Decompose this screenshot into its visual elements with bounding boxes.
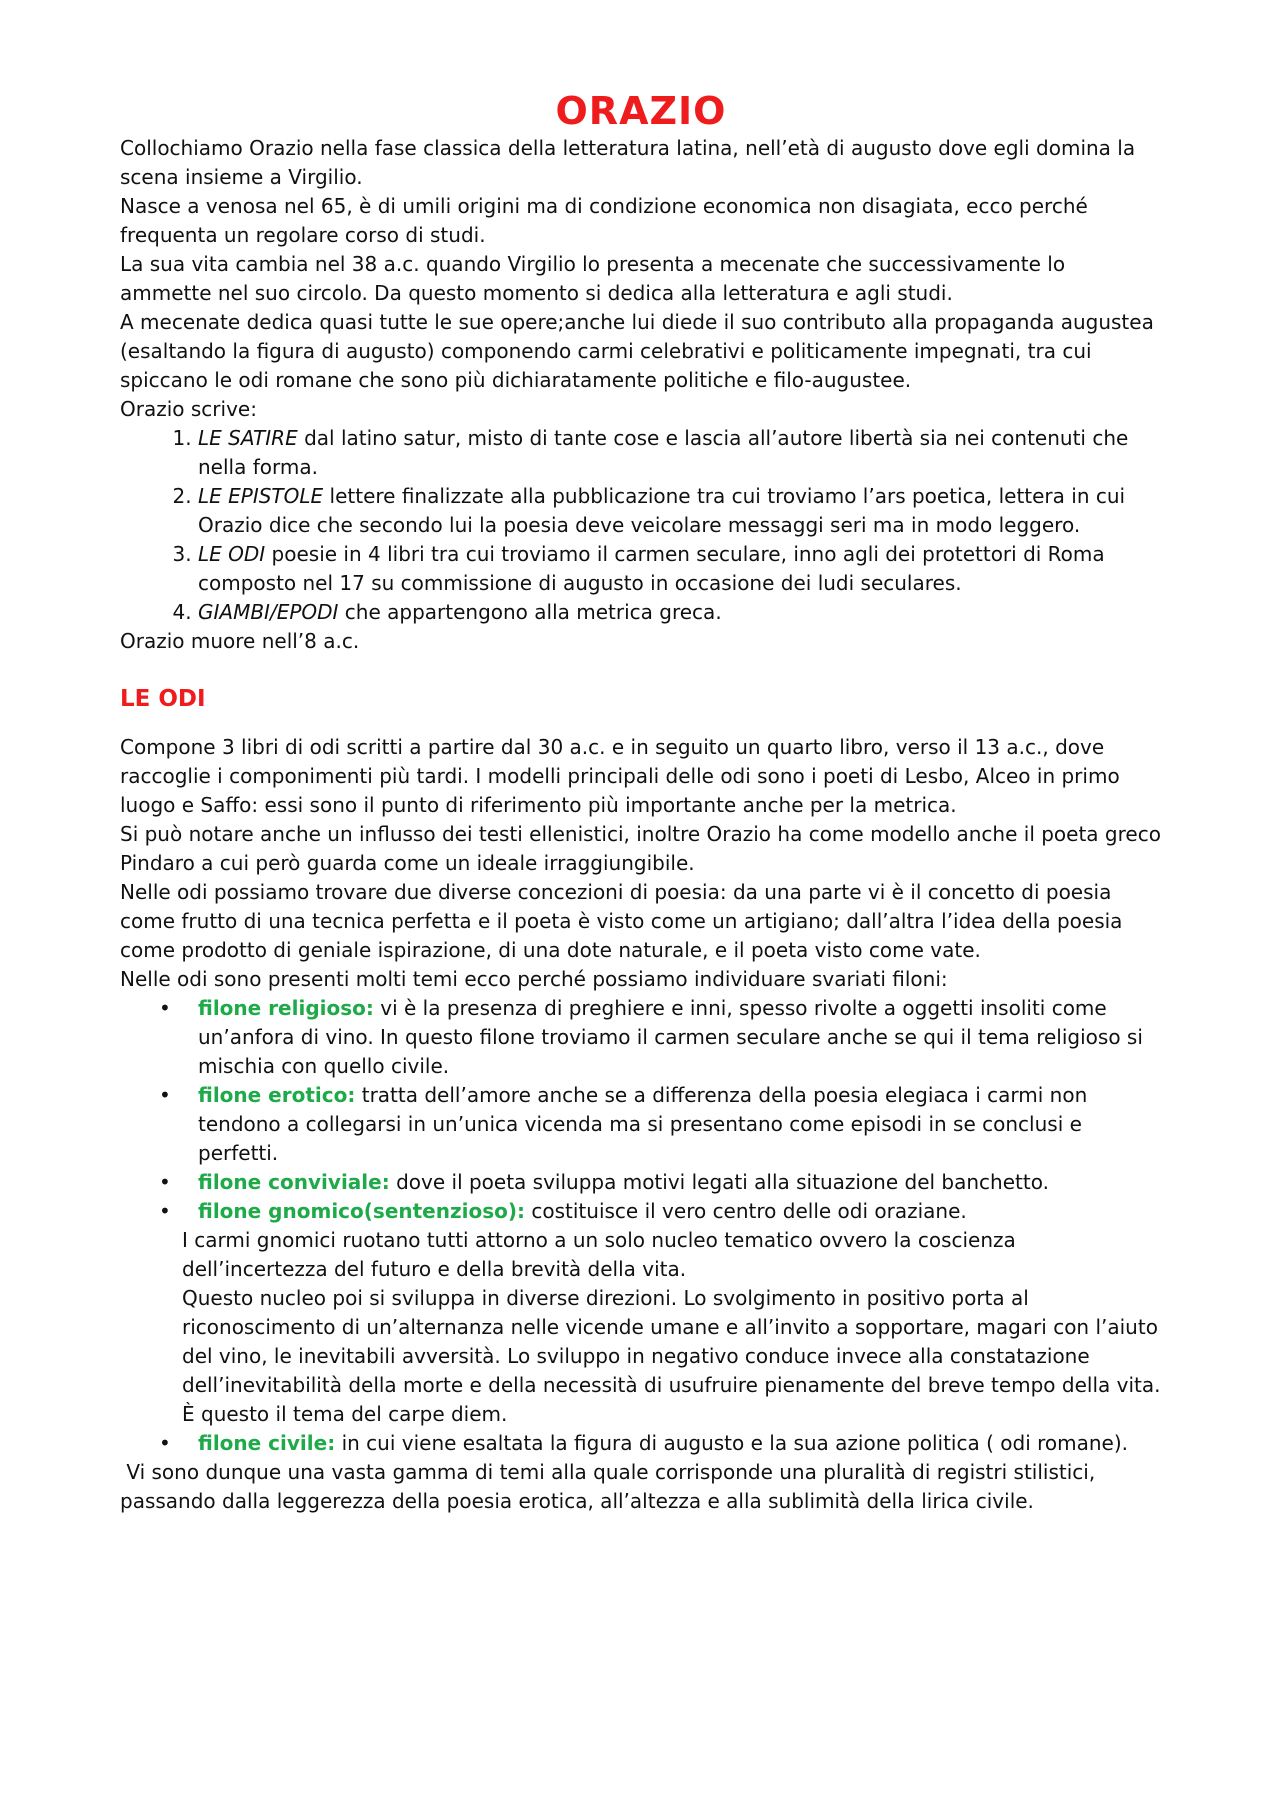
work-description: poesie in 4 libri tra cui troviamo il carmen seculare, inno agli dei protettori di Roma composto nel 17 su commissione di augusto in occasione dei ludi seculares. — [198, 542, 1105, 595]
work-title: LE ODI — [198, 542, 266, 566]
list-item — [198, 482, 1162, 540]
bullet-icon: • — [159, 996, 171, 1021]
work-description: lettere finalizzate alla pubblicazione tra cui troviamo l’ars poetica, lettera in cui Orazio dice che secondo lui la poesia deve veicolare messaggi seri ma in modo leggero. — [198, 484, 1126, 537]
section-heading: LE ODI — [120, 686, 206, 712]
conclusion-paragraph: Vi sono dunque una vasta gamma di temi alla quale corrisponde una pluralità di registri stilistici, passando dalla leggerezza della poesia erotica, all’altezza e alla sublimità della lirica civile. — [120, 1460, 1102, 1514]
filone-description: tratta dell’amore anche se a differenza della poesia elegiaca i carmi non tendono a collegarsi in un’unica vicenda ma si presentano come episodi in se conclusi e perfetti. — [198, 1083, 1088, 1166]
list-item — [159, 1429, 1162, 1458]
filone-description: costituisce il vero centro delle odi oraziane. — [525, 1199, 967, 1224]
work-title: LE SATIRE — [198, 426, 298, 450]
filoni-list-continued — [120, 1429, 1162, 1458]
list-item — [198, 540, 1162, 598]
list-item — [159, 1197, 1162, 1226]
odi-paragraph: Si può notare anche un influsso dei testi ellenistici, inoltre Orazio ha come modello anche il poeta greco Pindaro a cui però guarda come un ideale irraggiungibile. — [120, 822, 1161, 876]
list-item — [159, 1168, 1162, 1197]
filoni-list — [120, 994, 1162, 1226]
filone-description: dove il poeta sviluppa motivi legati alla situazione del banchetto. — [389, 1170, 1049, 1195]
filone-label: filone gnomico(sentenzioso): — [198, 1199, 526, 1224]
death-paragraph: Orazio muore nell’8 a.c. — [120, 629, 360, 653]
intro-paragraph: Orazio scrive: — [120, 397, 257, 421]
odi-paragraph: Nelle odi possiamo trovare due diverse concezioni di poesia: da una parte vi è il concetto di poesia come frutto di una tecnica perfetta e il poeta è visto come un artigiano; dall’altra l’idea della poesia come prodotto di geniale ispirazione, di una dote naturale, e il poeta visto come vate. — [120, 880, 1123, 963]
work-description: che appartengono alla metrica greca. — [338, 600, 722, 624]
work-title: LE EPISTOLE — [198, 484, 324, 508]
bullet-icon: • — [159, 1083, 171, 1108]
odi-paragraph: Nelle odi sono presenti molti temi ecco perché possiamo individuare svariati filoni: — [120, 967, 948, 992]
filone-label: filone conviviale: — [198, 1170, 390, 1195]
list-item — [198, 424, 1162, 482]
gnomic-paragraph: Questo nucleo poi si sviluppa in diverse direzioni. Lo svolgimento in positivo porta al riconoscimento di un’alternanza nelle vicende umane e all’invito a sopportare, magari con l’aiuto del vino, le inevitabili avversità. Lo sviluppo in negativo conduce invece alla constatazione dell’inevitabilità della morte e della necessità di usufruire pienamente del breve tempo della vita. È questo il tema del carpe diem. — [182, 1286, 1161, 1427]
list-item — [159, 994, 1162, 1081]
intro-paragraph: La sua vita cambia nel 38 a.c. quando Virgilio lo presenta a mecenate che successivamente lo ammette nel suo circolo. Da questo momento si dedica alla letteratura e agli studi. — [120, 252, 1066, 305]
intro-paragraph: Nasce a venosa nel 65, è di umili origini ma di condizione economica non disagiata, ecco perché frequenta un regolare corso di studi. — [120, 194, 1088, 247]
filone-label: filone civile: — [198, 1431, 336, 1456]
work-description: dal latino satur, misto di tante cose e lascia all’autore libertà sia nei contenuti che nella forma. — [198, 426, 1129, 479]
bullet-icon: • — [159, 1170, 171, 1195]
page-title: ORAZIO — [555, 89, 727, 133]
bullet-icon: • — [159, 1199, 171, 1224]
intro-paragraph: Collochiamo Orazio nella fase classica della letteratura latina, nell’età di augusto dove egli domina la scena insieme a Virgilio. — [120, 136, 1136, 189]
filone-description: vi è la presenza di preghiere e inni, spesso rivolte a oggetti insoliti come un’anfora di vino. In questo filone troviamo il carmen seculare anche se qui il tema religioso si mischia con quello civile. — [198, 996, 1143, 1079]
works-list — [120, 424, 1162, 627]
gnomic-paragraph: I carmi gnomici ruotano tutti attorno a un solo nucleo tematico ovvero la coscienza dell’incertezza del futuro e della brevità della vita. — [182, 1228, 1016, 1282]
filone-label: filone erotico: — [198, 1083, 356, 1108]
filone-label: filone religioso: — [198, 996, 374, 1021]
list-item — [198, 598, 1162, 627]
bullet-icon: • — [159, 1431, 171, 1456]
intro-paragraph: A mecenate dedica quasi tutte le sue opere;anche lui diede il suo contributo alla propaganda augustea (esaltando la figura di augusto) componendo carmi celebrativi e politicamente impegnati, tra cui spiccano le odi romane che sono più dichiaratamente politiche e filo-augustee. — [120, 310, 1154, 392]
list-item — [159, 1081, 1162, 1168]
filone-description: in cui viene esaltata la figura di augusto e la sua azione politica ( odi romane). — [335, 1431, 1129, 1456]
work-title: GIAMBI/EPODI — [198, 600, 339, 624]
odi-paragraph: Compone 3 libri di odi scritti a partire dal 30 a.c. e in seguito un quarto libro, verso il 13 a.c., dove raccoglie i componimenti più tardi. I modelli principali delle odi sono i poeti di Lesbo, Alceo in primo luogo e Saffo: essi sono il punto di riferimento più importante anche per la metrica. — [120, 735, 1120, 818]
